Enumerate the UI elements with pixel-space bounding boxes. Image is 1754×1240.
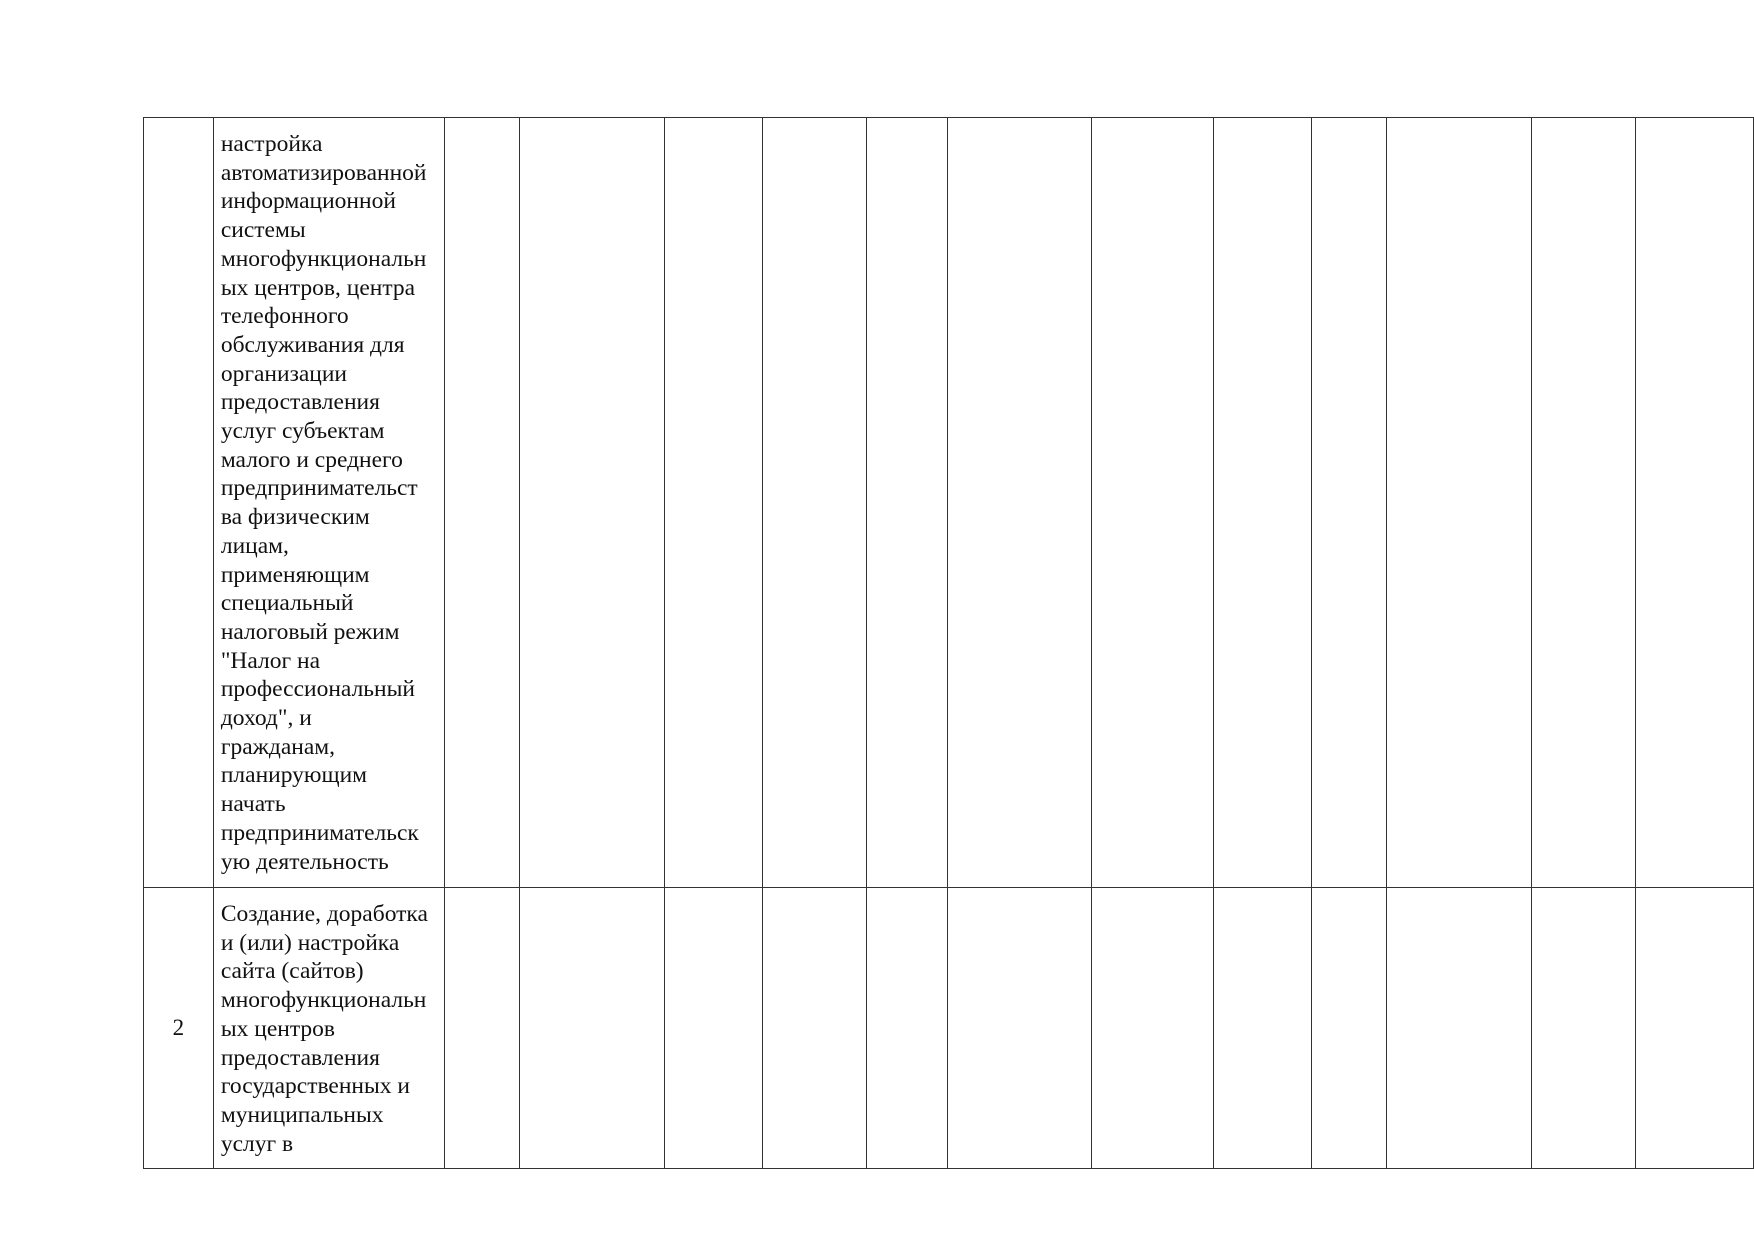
row-description-cell: Создание, доработка и (или) настройка сайта (сайтов) многофункциональн ых центров предоставления государственных и муниципальных услуг в: [213, 888, 444, 1169]
empty-cell: [1387, 118, 1532, 888]
empty-cell: [445, 888, 520, 1169]
budget-table: [143, 117, 1754, 1169]
empty-cell: [762, 118, 866, 888]
empty-cell: [519, 118, 664, 888]
empty-cell: [519, 888, 664, 1169]
empty-cell: [1311, 888, 1387, 1169]
empty-cell: [1532, 118, 1636, 888]
empty-cell: [1092, 888, 1214, 1169]
row-number-cell: 2: [144, 888, 214, 1169]
row-description-cell: настройка автоматизированной информационной системы многофункциональн ых центров, центра телефонного обслуживания для организации предоставления услуг субъектам малого и среднего предпринимательст ва физическим лицам, применяющим специальный налоговый режим "Налог на профессиональный доход", и гражданам, планирующим начать предпринимательск ую деятельность: [213, 118, 444, 888]
empty-cell: [664, 888, 762, 1169]
empty-cell: [866, 118, 947, 888]
empty-cell: [664, 118, 762, 888]
empty-cell: [445, 118, 520, 888]
empty-cell: [1636, 118, 1754, 888]
empty-cell: [1213, 118, 1311, 888]
empty-cell: [1387, 888, 1532, 1169]
empty-cell: [1636, 888, 1754, 1169]
empty-cell: [1311, 118, 1387, 888]
empty-cell: [1532, 888, 1636, 1169]
table-row: [144, 888, 1754, 1169]
empty-cell: [1092, 118, 1214, 888]
empty-cell: [947, 888, 1091, 1169]
empty-cell: [866, 888, 947, 1169]
empty-cell: [947, 118, 1091, 888]
table-row: [144, 118, 1754, 888]
empty-cell: [1213, 888, 1311, 1169]
empty-cell: [762, 888, 866, 1169]
row-number-cell: [144, 118, 214, 888]
